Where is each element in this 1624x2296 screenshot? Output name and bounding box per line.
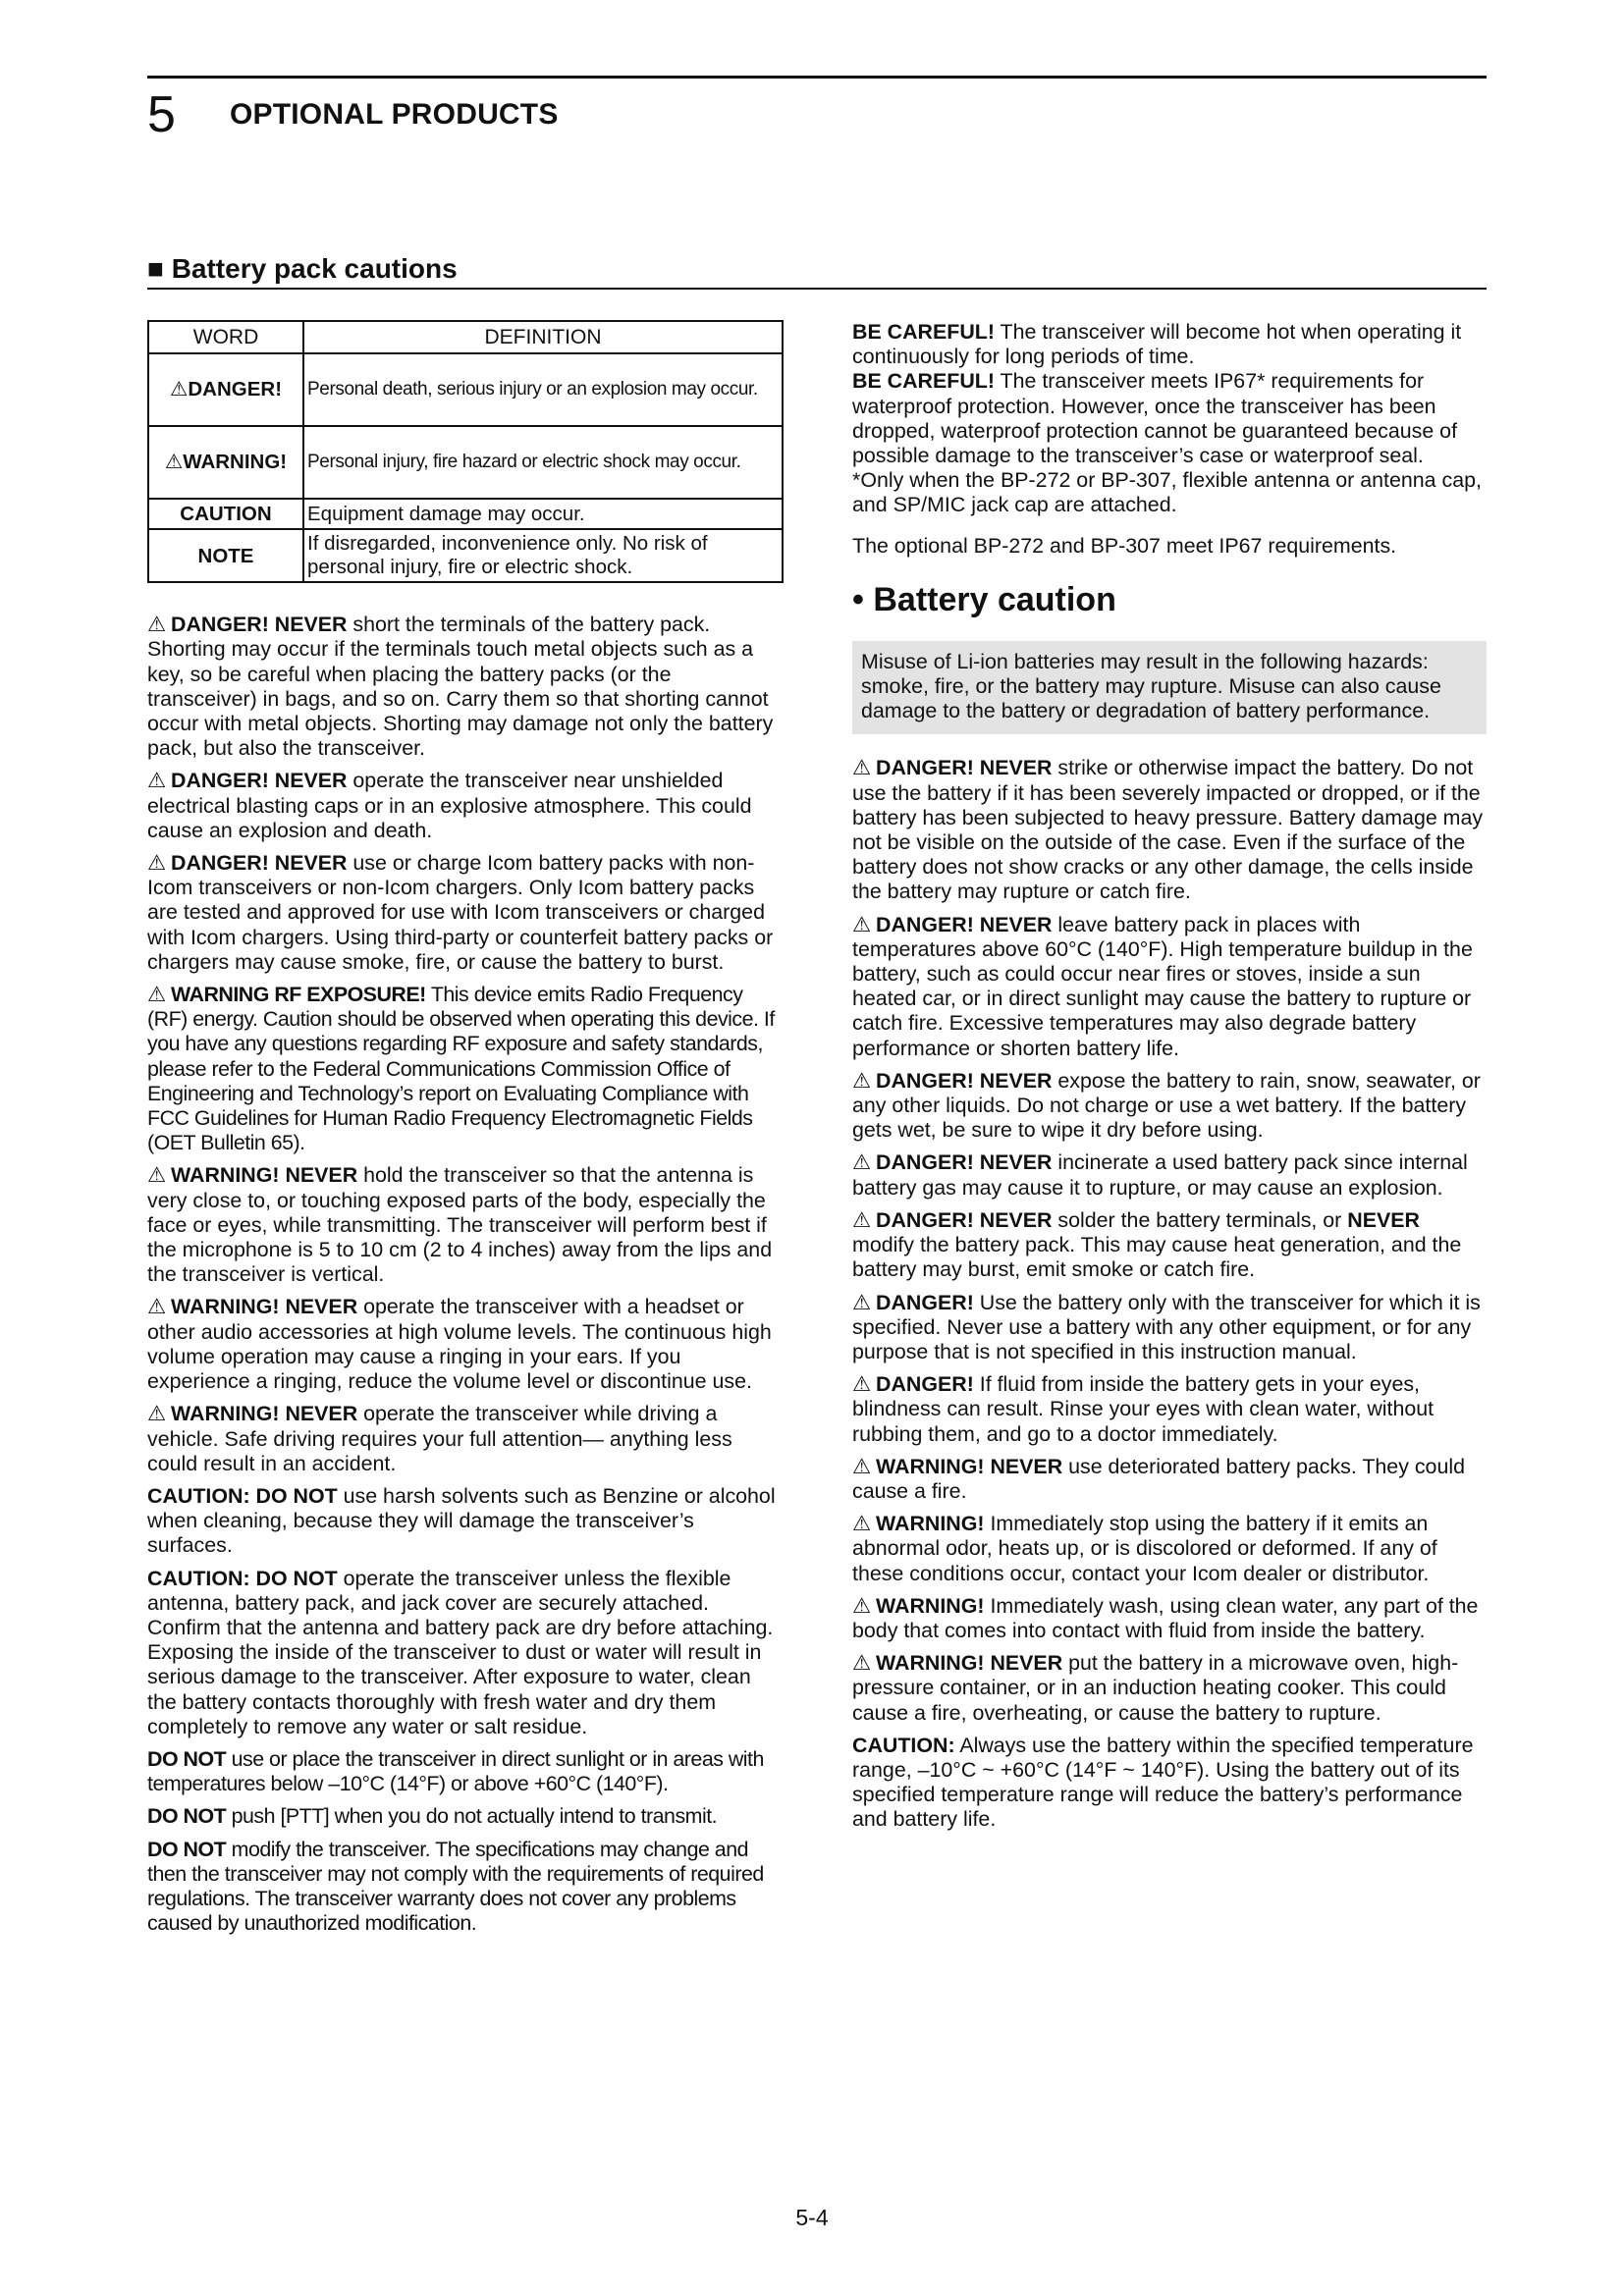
caution-paragraph: ⚠ DANGER! NEVER incinerate a used battery pack since internal battery gas may cause it to rupture, or may cause an explosion. xyxy=(852,1150,1468,1200)
warning-icon: ⚠ xyxy=(147,769,167,793)
warning-icon: ⚠ xyxy=(147,1402,167,1426)
caution-paragraph: ⚠ DANGER! NEVER use or charge Icom battery packs with non-Icom transceivers or non-Icom chargers. Only Icom battery packs are tested and approved for use with Icom transceivers or charged with Icom chargers. Using third-party or counterfeit battery packs or chargers may cause smoke, fire, or cause the battery to burst. xyxy=(147,851,774,974)
warning-icon: ⚠ xyxy=(147,613,167,637)
warning-icon: ⚠ xyxy=(147,1163,167,1188)
caution-paragraph: ⚠ DANGER! If fluid from inside the battery gets in your eyes, blindness can result. Rinse your eyes with clean water, without rubbing them, and go to a doctor immediately. xyxy=(852,1372,1435,1446)
table-header-word: WORD xyxy=(148,321,303,353)
footnote: *Only when the BP-272 or BP-307, flexible antenna or antenna cap, and SP/MIC jack cap are attached. xyxy=(852,468,1482,517)
caution-paragraph: ⚠ WARNING! NEVER operate the transceiver with a headset or other audio accessories at high volume levels. The continuous high volume operation may cause a ringing in your ears. If you experience a ringing, reduce the volume level or discontinue use. xyxy=(147,1295,772,1394)
caution-paragraph: DO NOT use or place the transceiver in direct sunlight or in areas with temperatures below –10°C (14°F) or above +60°C (140°F). xyxy=(147,1746,764,1796)
table-word-cell: NOTE xyxy=(148,529,303,582)
warning-icon: ⚠ xyxy=(852,1290,872,1314)
table-row xyxy=(148,499,783,529)
caution-paragraph: ⚠ DANGER! NEVER leave battery pack in places with temperatures above 60°C (140°F). High temperature buildup in the battery, such as could occur near fires or stoves, inside a sun heated car, or in direct sunlight may cause the battery to rupture or catch fire. Excessive temperatures may also degrade battery performance or shorten battery life. xyxy=(852,912,1473,1060)
table-definition-cell: Personal death, serious injury or an explosion may occur. xyxy=(303,353,783,426)
section-rule xyxy=(147,288,1487,290)
table-header-row xyxy=(148,321,783,353)
signal-word-table xyxy=(147,320,784,583)
warning-icon: ⚠ xyxy=(852,1207,872,1232)
left-column xyxy=(147,320,784,1944)
caution-paragraph: DO NOT modify the transceiver. The specifications may change and then the transceiver may not comply with the requirements of required regulations. The transceiver warranty does not cover any problems caused by unauthorized modification. xyxy=(147,1837,764,1936)
warning-icon: ⚠ xyxy=(852,912,872,936)
caution-paragraph: ⚠ DANGER! NEVER short the terminals of the battery pack. Shorting may occur if the terminals touch metal objects such as a key, so be careful when placing the battery packs (or the transceiver) in bags, and so on. Carry them so that shorting cannot occur with metal objects. Shorting may damage not only the battery pack, but also the transceiver. xyxy=(147,613,774,761)
warning-icon: ⚠ xyxy=(852,1593,872,1618)
table-definition-cell: If disregarded, inconvenience only. No risk of personal injury, fire or electric shock. xyxy=(303,529,783,582)
warning-icon: ⚠ xyxy=(147,851,167,876)
table-definition-cell: Equipment damage may occur. xyxy=(303,499,783,529)
warning-icon: ⚠ xyxy=(852,1454,872,1478)
battery-caution-box: Misuse of Li-ion batteries may result in the following hazards: smoke, fire, or the battery may rupture. Misuse can also cause damage to the battery or degradation of battery performance. xyxy=(852,641,1487,735)
warning-icon: ⚠ xyxy=(852,1651,872,1676)
right-column xyxy=(852,320,1487,1841)
page-number: 5-4 xyxy=(795,2205,829,2230)
table-definition-cell: Personal injury, fire hazard or electric shock may occur. xyxy=(303,426,783,499)
warning-icon: ⚠ xyxy=(852,1372,872,1397)
warning-icon: ⚠ xyxy=(852,1512,872,1536)
section-title: ■ Battery pack cautions xyxy=(147,253,458,284)
caution-paragraph: ⚠ WARNING RF EXPOSURE! This device emits Radio Frequency (RF) energy. Caution should be observed when operating this device. If you have any questions regarding RF exposure and safety standards, please refer to the Federal Communications Commission Office of Engineering and Technology’s report on Evaluating Compliance with FCC Guidelines for Human Radio Frequency Electromagnetic Fields (OET Bulletin 65). xyxy=(147,983,775,1155)
caution-paragraph: ⚠ WARNING! NEVER operate the transceiver while driving a vehicle. Safe driving requires your full attention— anything less could result in an accident. xyxy=(147,1402,732,1475)
caution-paragraph: ⚠ DANGER! NEVER operate the transceiver near unshielded electrical blasting caps or in an explosive atmosphere. This could cause an explosion and death. xyxy=(147,769,752,842)
warning-icon: ⚠ xyxy=(852,756,872,780)
warning-icon: ⚠ xyxy=(147,1295,167,1319)
warning-icon: ⚠ xyxy=(164,451,184,474)
caution-paragraph: CAUTION: DO NOT use harsh solvents such as Benzine or alcohol when cleaning, because they will damage the transceiver’s surfaces. xyxy=(147,1483,776,1558)
caution-paragraph: ⚠ WARNING! NEVER put the battery in a microwave oven, high-pressure container, or in an induction heating cooker. This could cause a fire, overheating, or cause the battery to rupture. xyxy=(852,1651,1459,1725)
table-row xyxy=(148,353,783,426)
caution-paragraph: ⚠ DANGER! NEVER strike or otherwise impact the battery. Do not use the battery if it has been severely impacted or dropped, or if the battery has been subjected to heavy pressure. Battery damage may not be visible on the outside of the case. Even if the surface of the battery does not show cracks or any other damage, the cells inside the battery may rupture or catch fire. xyxy=(852,756,1484,904)
top-rule xyxy=(147,76,1487,79)
caution-paragraph: DO NOT push [PTT] when you do not actually intend to transmit. xyxy=(147,1804,718,1829)
chapter-title: OPTIONAL PRODUCTS xyxy=(230,98,559,131)
table-header-definition: DEFINITION xyxy=(303,321,783,353)
table-word-cell: ⚠WARNING! xyxy=(148,426,303,499)
warning-icon: ⚠ xyxy=(169,378,189,401)
table-word-cell: CAUTION xyxy=(148,499,303,529)
caution-paragraph: ⚠ DANGER! Use the battery only with the transceiver for which it is specified. Never use a battery with any other equipment, or for any purpose that is not specified in this instruction manual. xyxy=(852,1290,1481,1363)
chapter-number: 5 xyxy=(147,86,176,143)
caution-paragraph: ⚠ WARNING! NEVER hold the transceiver so that the antenna is very close to, or touching exposed parts of the body, especially the face or eyes, while transmitting. The transceiver will perform best if the microphone is 5 to 10 cm (2 to 4 inches) away from the lips and the transceiver is vertical. xyxy=(147,1163,773,1287)
table-row xyxy=(148,529,783,582)
caution-paragraph: CAUTION: Always use the battery within the specified temperature range, –10°C ~ +60°C (14°F ~ 140°F). Using the battery out of its specified temperature range will reduce the battery’s performance and battery life. xyxy=(852,1733,1474,1832)
caution-paragraph: ⚠ WARNING! Immediately wash, using clean water, any part of the body that comes into contact with fluid from inside the battery. xyxy=(852,1593,1479,1642)
careful-paragraph: BE CAREFUL! The transceiver will become hot when operating it continuously for long periods of time. xyxy=(852,320,1462,369)
careful-paragraph: BE CAREFUL! The transceiver meets IP67* requirements for waterproof protection. However, once the transceiver has been dropped, waterproof protection cannot be guaranteed because of possible damage to the transceiver’s case or waterproof seal. xyxy=(852,369,1458,468)
battery-caution-heading: • Battery caution xyxy=(852,580,1116,618)
ip67-note: The optional BP-272 and BP-307 meet IP67 requirements. xyxy=(852,533,1397,558)
table-word-cell: ⚠DANGER! xyxy=(148,353,303,426)
caution-paragraph: ⚠ DANGER! NEVER solder the battery terminals, or NEVER modify the battery pack. This may cause heat generation, and the battery may burst, emit smoke or catch fire. xyxy=(852,1207,1462,1282)
warning-icon: ⚠ xyxy=(147,983,166,1007)
caution-paragraph: ⚠ WARNING! NEVER use deteriorated battery packs. They could cause a fire. xyxy=(852,1454,1465,1503)
caution-paragraph: CAUTION: DO NOT operate the transceiver unless the flexible antenna, battery pack, and jack cover are securely attached. Confirm that the antenna and battery pack are dry before attaching. Exposing the inside of the transceiver to dust or water will result in serious damage to the transceiver. After exposure to water, clean the battery contacts thoroughly with fresh water and dry them completely to remove any water or salt residue. xyxy=(147,1566,774,1738)
caution-paragraph: ⚠ WARNING! Immediately stop using the battery if it emits an abnormal odor, heats up, or is discolored or deformed. If any of these conditions occur, contact your Icom dealer or distributor. xyxy=(852,1512,1437,1585)
caution-paragraph: ⚠ DANGER! NEVER expose the battery to rain, snow, seawater, or any other liquids. Do not charge or use a wet battery. If the battery gets wet, be sure to wipe it dry before using. xyxy=(852,1068,1481,1143)
warning-icon: ⚠ xyxy=(852,1150,872,1175)
table-row xyxy=(148,426,783,499)
warning-icon: ⚠ xyxy=(852,1068,872,1093)
